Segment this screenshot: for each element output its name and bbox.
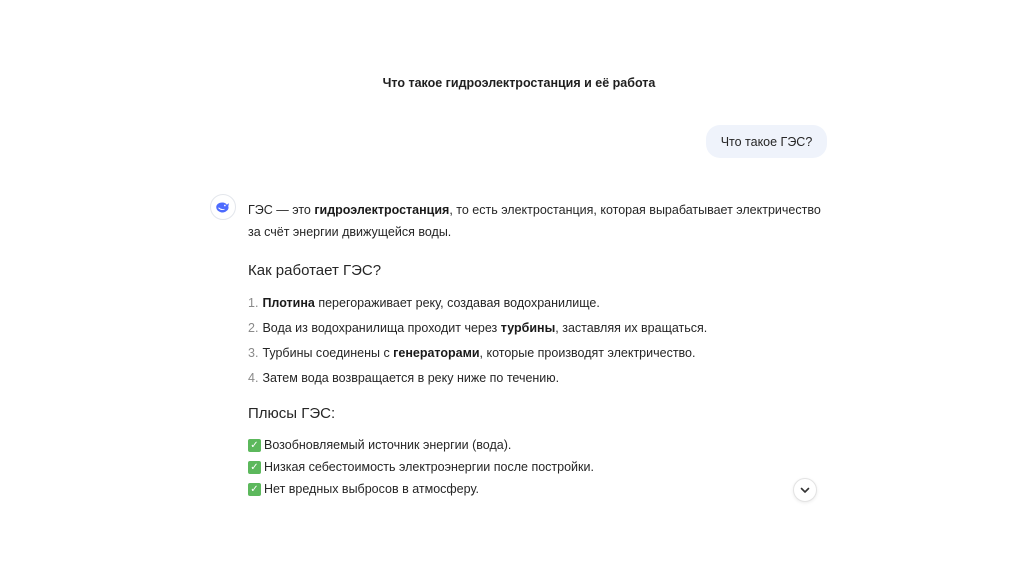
list-item — [248, 434, 838, 456]
list-item — [248, 366, 838, 391]
check-mark-icon: ✓ — [248, 483, 261, 496]
scroll-down-button[interactable] — [793, 478, 817, 502]
step-number: 2. — [248, 321, 259, 335]
chevron-down-icon — [799, 484, 811, 496]
list-item — [248, 316, 838, 341]
step-text: , которые производят электричество. — [479, 346, 696, 360]
list-item — [248, 291, 838, 316]
check-mark-icon: ✓ — [248, 461, 261, 474]
step-bold-term: генераторами — [393, 346, 480, 360]
step-number: 4. — [248, 371, 259, 385]
intro-bold-term: гидроэлектростанция — [314, 203, 450, 217]
check-mark-icon: ✓ — [248, 439, 261, 452]
step-text: Турбины соединены с — [262, 346, 394, 360]
step-number: 1. — [248, 296, 259, 310]
list-item — [248, 456, 838, 478]
step-bold-term: Плотина — [262, 296, 315, 310]
pro-text: Низкая себестоимость электроэнергии после постройки. — [264, 460, 594, 474]
step-text: перегораживает реку, создавая водохранилище. — [314, 296, 600, 310]
pros-list — [248, 434, 838, 500]
step-bold-term: турбины — [500, 321, 556, 335]
chat-title: Что такое гидроэлектростанция и её работа — [382, 76, 656, 90]
step-text: , заставляя их вращаться. — [555, 321, 708, 335]
list-item — [248, 341, 838, 366]
step-text: Затем вода возвращается в реку ниже по течению. — [262, 371, 560, 385]
pro-text: Возобновляемый источник энергии (вода). — [264, 438, 512, 452]
list-item — [248, 478, 838, 500]
user-message-bubble — [706, 125, 827, 158]
steps-list — [248, 291, 838, 391]
whale-logo-icon — [214, 198, 232, 216]
step-text: Вода из водохранилища проходит через — [262, 321, 501, 335]
user-message-text: Что такое ГЭС? — [720, 134, 813, 149]
pro-text: Нет вредных выбросов в атмосферу. — [264, 482, 479, 496]
intro-text: ГЭС — это — [248, 203, 315, 217]
assistant-answer — [248, 199, 838, 500]
step-number: 3. — [248, 346, 259, 360]
how-heading: Как работает ГЭС? — [248, 262, 382, 279]
answer-intro — [248, 199, 833, 243]
intro-text: , то есть электростанция, которая вырабатывает электричество за счёт энергии движущейся воды. — [248, 203, 821, 239]
pros-heading: Плюсы ГЭС: — [248, 405, 336, 422]
assistant-avatar — [210, 194, 236, 220]
